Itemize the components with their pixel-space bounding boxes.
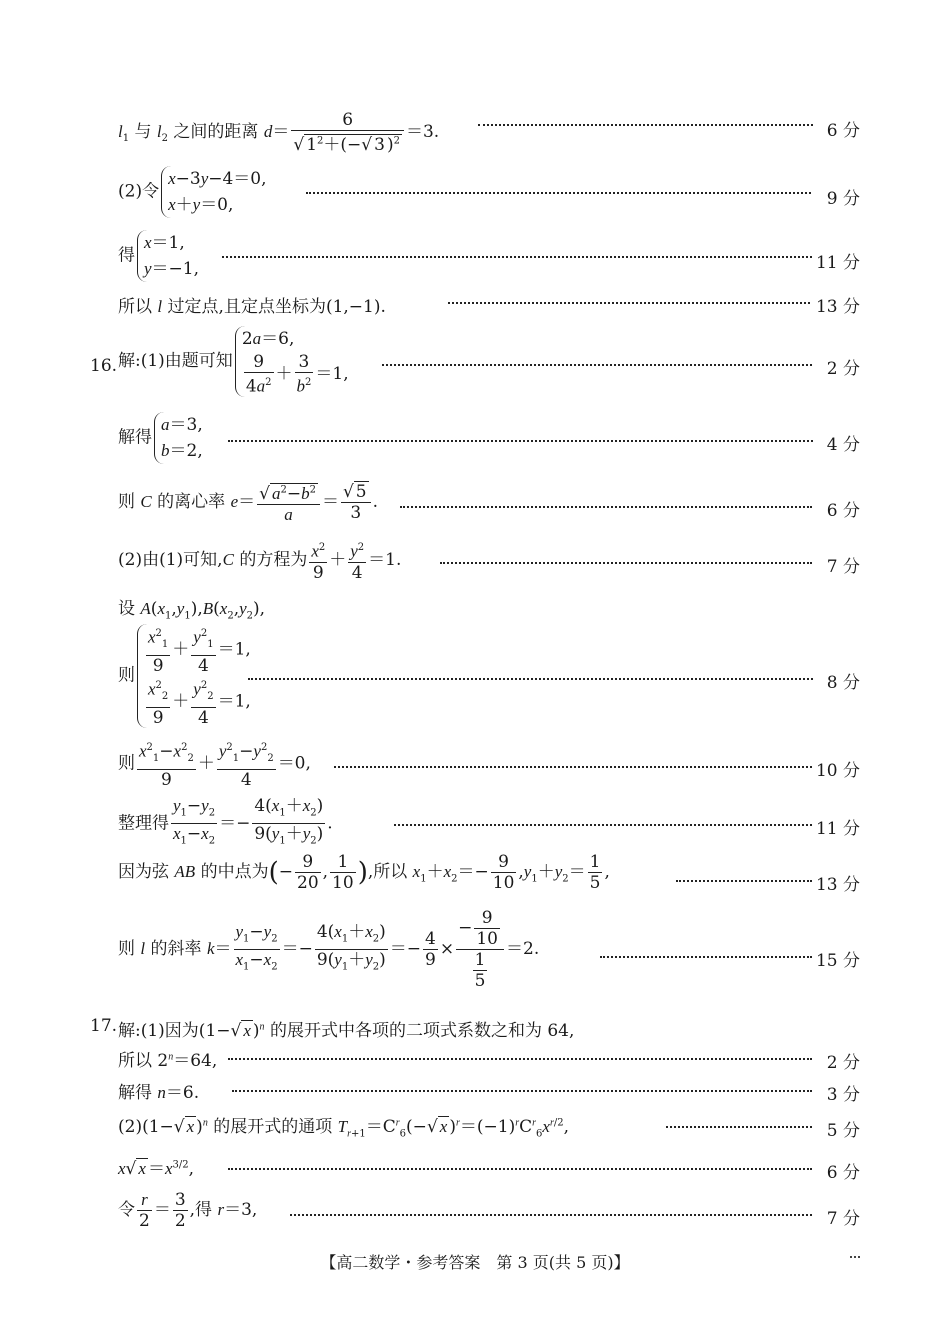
score: 13 分 xyxy=(815,875,860,895)
score: 15 分 xyxy=(815,951,860,971)
formula: 则 C 的离心率 e＝ √ $\frac{a^2-b^2}{a}$ ＝ √ $\frac{5}{3}$ . xyxy=(118,480,378,525)
score: 2 分 xyxy=(826,359,860,379)
formula: 则 $\frac{x^2_1}{9}$ ＋ $\frac{y^2_1}{4}$ ＝1, $\frac{x^2_2}{9}$ ＋ $\frac{y^2_2}{4}$ ＝1, xyxy=(118,624,251,728)
score: 5 分 xyxy=(826,1121,860,1141)
dot-leader xyxy=(400,506,812,508)
score: 13 分 xyxy=(815,297,860,317)
answer-line xyxy=(0,230,950,288)
formula: 解得 n＝6. xyxy=(118,1083,200,1103)
question-number: 17. xyxy=(90,1016,118,1036)
score: 3 分 xyxy=(826,1085,860,1105)
score: 2 分 xyxy=(826,1053,860,1073)
dot-leader xyxy=(228,440,813,442)
formula: 则 $\frac{x^2_1-x^2_2}{9}$ ＋ $\frac{y^2_1-y^2_2}{4}$ ＝0, xyxy=(118,741,311,791)
answer-line xyxy=(0,412,950,470)
formula: (2)由(1)可知,C 的方程为 $\frac{x^2}{9}$ ＋ $\frac{y^2}{4}$ ＝1. xyxy=(118,541,402,583)
dot-leader xyxy=(676,880,812,882)
formula: 令 $\frac{r}{2}$ ＝ $\frac{3}{2}$ ,得 r＝3, xyxy=(118,1190,258,1231)
page-footer: 【高二数学・参考答案 第 3 页(共 5 页)】 xyxy=(320,1253,630,1272)
score: 6 分 xyxy=(826,121,860,141)
answer-line xyxy=(0,538,950,588)
dot-leader xyxy=(394,824,812,826)
answer-line xyxy=(0,908,950,1004)
formula: 整理得 $\frac{y_1-y_2}{x_1-x_2}$ ＝− $\frac{4(x_1+x_2)}{9(y_1+y_2)}$ . xyxy=(118,796,333,852)
formula: (2)(1−√ x )$^n$ 的展开式的通项 $T_{r+1}=C^r_6(-√$ x )$^r=(-1)^rC^r_6x^{r/2}$, xyxy=(118,1112,569,1139)
corner-mark xyxy=(850,1256,860,1258)
answer-line xyxy=(0,1152,950,1182)
dot-leader xyxy=(248,678,813,680)
formula: 所以 l 过定点,且定点坐标为(1,−1). xyxy=(118,297,386,317)
answer-line xyxy=(0,624,950,730)
answer-line xyxy=(0,1014,950,1042)
formula: x√ $x =x^{3/2}$, xyxy=(118,1154,194,1179)
formula: 解:(1)因为(1−√ x )$^n$ 的展开式中各项的二项式系数之和为 64, xyxy=(118,1016,574,1041)
formula: 解得 a＝3, b＝2, xyxy=(118,412,203,464)
dot-leader xyxy=(440,562,812,564)
answer-line xyxy=(0,326,950,406)
answer-line xyxy=(0,738,950,790)
dot-leader xyxy=(382,364,812,366)
dot-leader xyxy=(232,1090,812,1092)
dot-leader xyxy=(228,1058,812,1060)
score: 7 分 xyxy=(826,557,860,577)
answer-line xyxy=(0,292,950,318)
answer-line xyxy=(0,166,950,224)
formula: (2)令 x−3y−4＝0, x＋y＝0, xyxy=(118,166,267,218)
answer-line xyxy=(0,478,950,534)
score: 9 分 xyxy=(826,189,860,209)
formula: 则 l 的斜率 k＝ $\frac{y_1-y_2}{x_1-x_2}$ ＝− $\frac{4(x_1+x_2)}{9(y_1+y_2)}$ ＝− $\frac{4}{9}$ × − $\frac{9}{10}$ $\frac{1}{5}$ ＝2. xyxy=(118,908,540,991)
dot-leader xyxy=(666,1126,812,1128)
formula: 所以 $2^n=64$, xyxy=(118,1051,218,1071)
dot-leader xyxy=(306,192,811,194)
formula: 得 x＝1, y＝−1, xyxy=(118,230,199,282)
formula: 因为弦 AB 的中点为(− $\frac{9}{20}$ , $\frac{1}{10}$ ),所以 $x_1+x_2=-$ $\frac{9}{10}$ $,y_1+y_2=$ $\frac{1}{5}$ , xyxy=(118,852,610,893)
dot-leader xyxy=(478,124,813,126)
score: 11 分 xyxy=(815,819,860,839)
score: 10 分 xyxy=(815,761,860,781)
answer-line xyxy=(0,1110,950,1140)
answer-line xyxy=(0,100,950,156)
answer-line xyxy=(0,1046,950,1072)
answer-line xyxy=(0,852,950,904)
question-number: 16. xyxy=(90,356,118,376)
score: 6 分 xyxy=(826,1163,860,1183)
dot-leader xyxy=(228,1168,812,1170)
score: 8 分 xyxy=(826,673,860,693)
answer-line xyxy=(0,796,950,848)
dot-leader xyxy=(448,302,810,304)
dot-leader xyxy=(334,766,812,768)
formula: 设 $A(x_1,y_1),B(x_2,y_2)$, xyxy=(118,599,266,622)
answer-line xyxy=(0,594,950,620)
score: 6 分 xyxy=(826,501,860,521)
answer-line xyxy=(0,1190,950,1240)
dot-leader xyxy=(600,956,812,958)
formula: $l_1$ 与 $l_2$ 之间的距离 d＝ 6 √ $1^2+(-√$ 3 )$^2$ ＝3. xyxy=(118,110,439,155)
dot-leader xyxy=(290,1214,812,1216)
formula: 解:(1)由题可知 2a＝6, $\frac{9}{4a^2}$ ＋ $\frac{3}{b^2}$ ＝1, xyxy=(118,326,349,397)
score: 4 分 xyxy=(826,435,860,455)
answer-line xyxy=(0,1078,950,1104)
dot-leader xyxy=(222,256,812,258)
score: 11 分 xyxy=(815,253,860,273)
score: 7 分 xyxy=(826,1209,860,1229)
